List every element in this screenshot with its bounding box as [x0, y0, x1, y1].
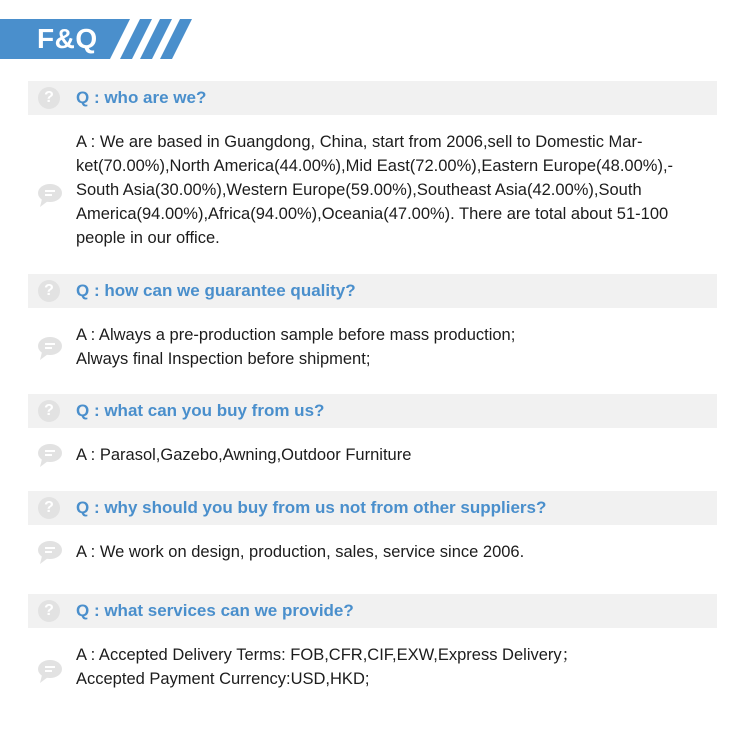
question-mark-icon: ? — [38, 497, 60, 519]
question-text: Q : who are we? — [76, 88, 207, 107]
page-title: F&Q — [37, 23, 98, 54]
question-mark-icon: ? — [38, 87, 60, 109]
chat-bubble-icon — [36, 658, 64, 684]
question-bar — [28, 81, 717, 115]
chat-bubble-icon — [36, 442, 64, 468]
question-bar — [28, 394, 717, 428]
question-bar — [28, 594, 717, 628]
answer-text: A : Parasol,Gazebo,Awning,Outdoor Furniture — [76, 446, 412, 464]
chat-bubble-icon — [36, 182, 64, 208]
answer-text: A : We work on design, production, sales, service since 2006. — [76, 543, 525, 561]
question-mark-icon: ? — [38, 280, 60, 302]
question-text: Q : what can you buy from us? — [76, 401, 325, 420]
question-text: Q : how can we guarantee quality? — [76, 281, 356, 300]
question-mark-icon: ? — [38, 400, 60, 422]
answer-text: A : We are based in Guangdong, China, start from 2006,sell to Domestic Mar- ket(70.00%),North America(44.00%),Mid East(72.00%),Eastern Europe(48.00%),- South Asia(30.00%),Western Europe(59.00%),Southeast Asia(42.00%),South America(94.00%),Africa(94.00%),Oceania(47.00%). There are total about 51-100 people in our office. — [76, 133, 674, 247]
answer-text: A : Always a pre-production sample before mass production; Always final Inspection before shipment; — [76, 326, 516, 368]
question-text: Q : what services can we provide? — [76, 601, 354, 620]
question-mark-icon: ? — [38, 600, 60, 622]
chat-bubble-icon — [36, 539, 64, 565]
faq-banner — [0, 19, 200, 59]
answer-text: A : Accepted Delivery Terms: FOB,CFR,CIF,EXW,Express Delivery； Accepted Payment Currency:USD,HKD; — [76, 646, 579, 688]
question-bar — [28, 274, 717, 308]
question-text: Q : why should you buy from us not from other suppliers? — [76, 498, 547, 517]
chat-bubble-icon — [36, 335, 64, 361]
question-bar — [28, 491, 717, 525]
